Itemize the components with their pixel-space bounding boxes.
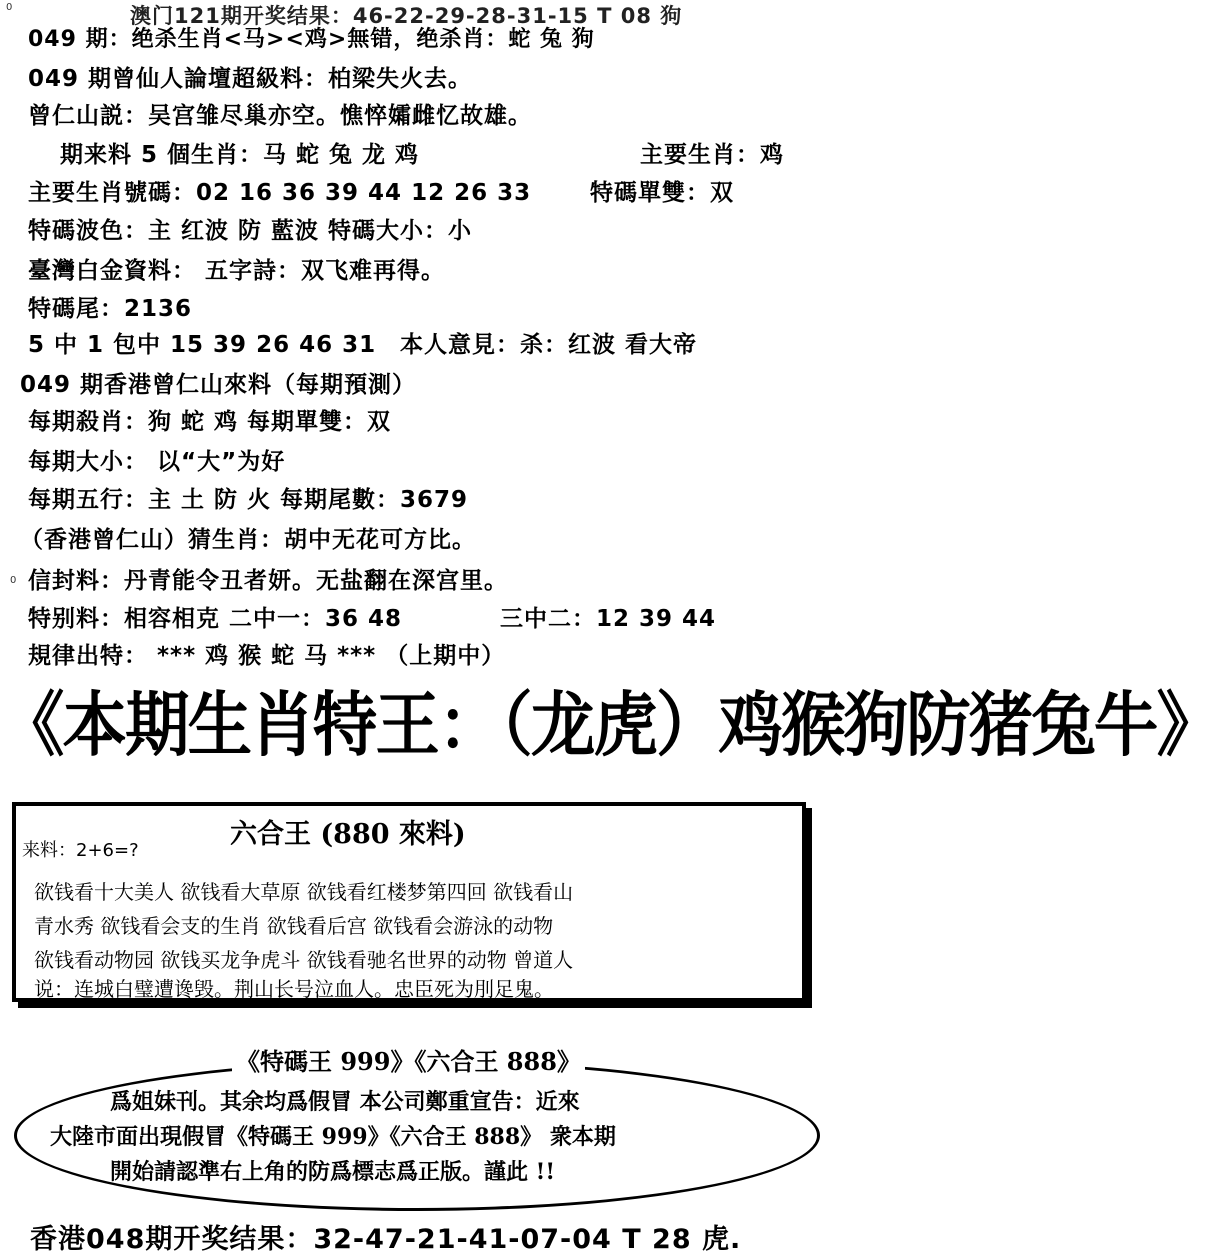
line-envelope-material: 信封料：丹青能令丑者妍。无盐翻在深宫里。	[28, 568, 508, 594]
box-line: 欲钱看十大美人 欲钱看大草原 欲钱看红楼梦第四回 欲钱看山	[34, 880, 574, 904]
hk-draw-result: 香港048期开奖结果：32-47-21-41-07-04 T 28 虎.	[30, 1224, 742, 1255]
line-three-in-two: 三中二：12 39 44	[500, 606, 717, 632]
line-main-numbers: 主要生肖號碼：02 16 36 39 44 12 26 33	[28, 180, 532, 206]
line-odd-even: 特碼單雙：双	[590, 180, 734, 206]
line-special-tail: 特碼尾：2136	[28, 296, 193, 322]
line-main-zodiac: 主要生肖：鸡	[640, 142, 784, 168]
macau-draw-result: 澳门121期开奖结果：46-22-29-28-31-15 T 08 狗	[130, 4, 683, 28]
line-special-material: 特别料：相容相克 二中一：36 48	[28, 606, 403, 632]
notice-line: 爲姐妹刊。其余均爲假冒 本公司鄭重宣告：近來	[110, 1089, 580, 1115]
side-mark: 0	[10, 575, 17, 586]
box-line: 说：连城白璧遭谗毁。荆山长号泣血人。忠臣死为刖足鬼。	[34, 977, 554, 1001]
corner-mark: 0	[6, 2, 13, 13]
line-kill-each-period: 每期殺肖：狗 蛇 鸡 每期單雙：双	[28, 409, 392, 435]
line-five-elements: 每期五行：主 土 防 火 每期尾數：3679	[28, 487, 469, 513]
line-pattern-special: 規律出特： *** 鸡 猴 蛇 马 *** （上期中）	[28, 643, 506, 669]
box-line: 欲钱看动物园 欲钱买龙争虎斗 欲钱看驰名世界的动物 曾道人	[34, 948, 574, 972]
line-guess-zodiac: （香港曾仁山）猜生肖：胡中无花可方比。	[20, 527, 476, 553]
box-line: 青水秀 欲钱看会支的生肖 欲钱看后宫 欲钱看会游泳的动物	[34, 914, 554, 938]
notice-line: 大陸市面出現假冒《特碼王 999》《六合王 888》 衆本期	[50, 1124, 616, 1150]
line-personal-opinion: 本人意見：杀：红波 看大帝	[400, 332, 698, 358]
line-taiwan-material: 臺灣白金資料： 五字詩：双飞难再得。	[28, 258, 446, 284]
line-kill-zodiac: 049 期：绝杀生肖<马><鸡>無错，绝杀肖：蛇 兔 狗	[28, 27, 595, 52]
line-five-in-one: 5 中 1 包中 15 39 26 46 31	[28, 332, 377, 358]
notice-line: 開始請認準右上角的防爲標志爲正版。謹此 !!	[110, 1159, 555, 1185]
line-five-zodiac: 期来料 5 個生肖：马 蛇 兔 龙 鸡	[60, 142, 420, 168]
line-zeng-saying: 曾仁山説：吴宫雏尽巢亦空。憔悴孀雌忆故雄。	[28, 103, 532, 129]
line-forum-material: 049 期曾仙人論壇超級料：柏梁失火去。	[28, 66, 473, 92]
line-hk-material-heading: 049 期香港曾仁山來料（每期預測）	[20, 372, 417, 398]
box-label: 来料：2+6=?	[22, 840, 139, 861]
box-title: 六合王 (880 來料)	[230, 819, 466, 850]
line-size: 每期大小： 以“大”为好	[28, 449, 286, 475]
notice-title: 《特碼王 999》《六合王 888》	[232, 1042, 585, 1077]
big-title: 《本期生肖特王：（龙虎）鸡猴狗防猪兔牛》	[0, 683, 1219, 766]
line-wave-color: 特碼波色：主 红波 防 藍波 特碼大小：小	[28, 218, 473, 244]
